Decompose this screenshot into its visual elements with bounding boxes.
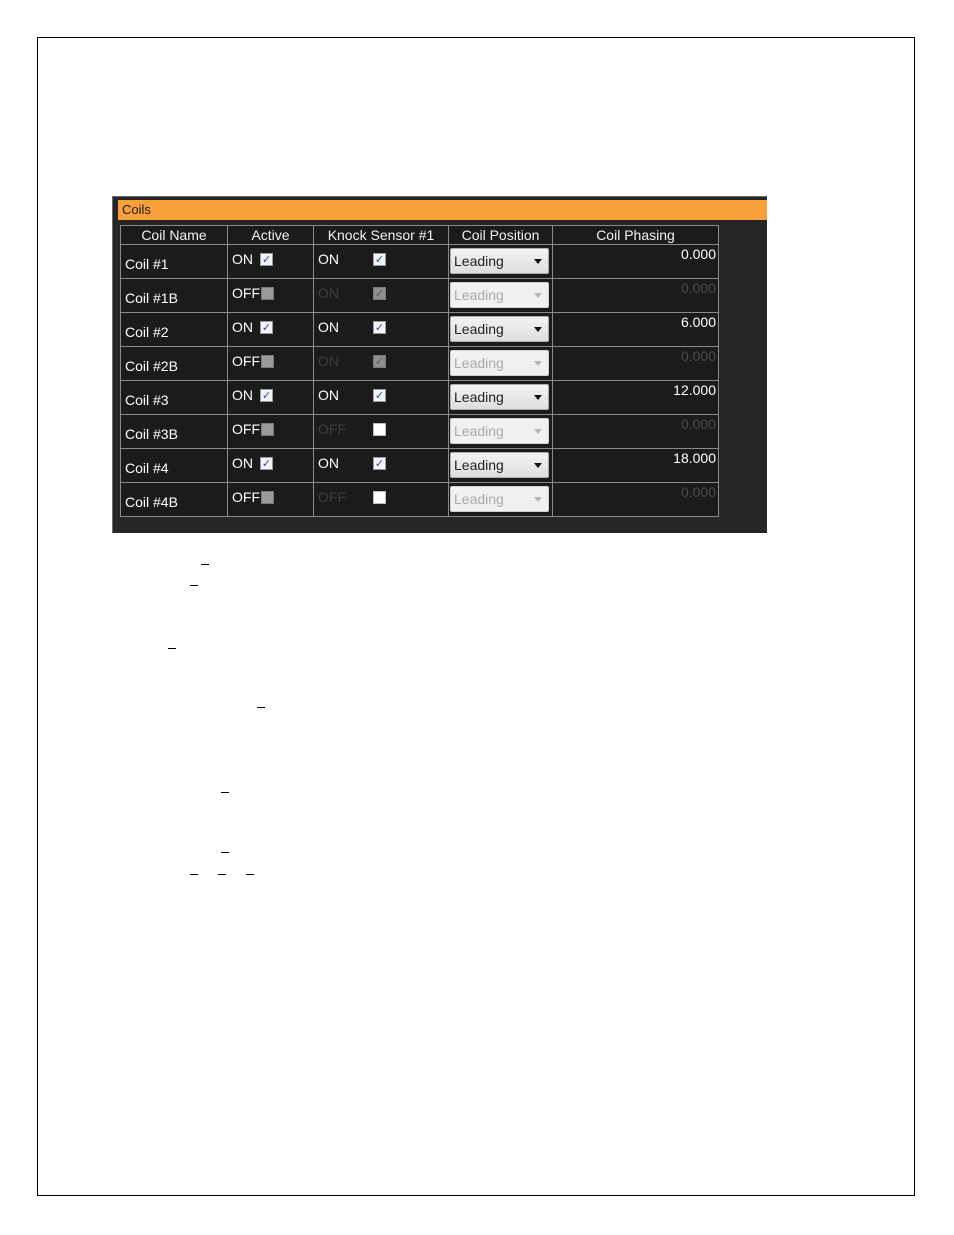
- coils-panel: [112, 196, 767, 533]
- underline-mark: [190, 874, 198, 875]
- active-cell[interactable]: [228, 313, 314, 347]
- knock-state-label: ON: [318, 251, 339, 267]
- table-row: [121, 245, 719, 279]
- coil-position-cell[interactable]: [449, 313, 553, 347]
- checkbox-unchecked-icon[interactable]: [373, 491, 386, 504]
- knock-sensor-cell[interactable]: [314, 313, 449, 347]
- coil-position-cell[interactable]: [449, 483, 553, 517]
- coils-table: [120, 225, 719, 517]
- coil-name: Coil #4B: [125, 493, 178, 510]
- coil-position-cell[interactable]: [449, 449, 553, 483]
- table-row: [121, 313, 719, 347]
- knock-state-label: ON: [318, 285, 339, 301]
- checkbox-checked-icon[interactable]: ✓: [374, 253, 385, 266]
- active-cell[interactable]: [228, 347, 314, 381]
- coil-name-cell: [121, 381, 228, 415]
- checkbox-checked-icon[interactable]: ✓: [374, 457, 385, 470]
- coil-position-value: Leading: [454, 457, 504, 473]
- coil-position-value: Leading: [454, 321, 504, 337]
- checkbox-checked-icon[interactable]: ✓: [261, 457, 272, 470]
- panel-title: Coils: [118, 200, 767, 220]
- underline-mark: [221, 792, 229, 793]
- knock-sensor-cell[interactable]: [314, 415, 449, 449]
- active-state-label: ON: [232, 251, 253, 267]
- coil-name-cell: [121, 347, 228, 381]
- coil-phasing-value: 6.000: [680, 314, 716, 330]
- header-knock-sensor: Knock Sensor #1: [314, 226, 449, 245]
- active-state-label: OFF: [232, 353, 260, 369]
- knock-sensor-cell[interactable]: [314, 347, 449, 381]
- active-cell[interactable]: [228, 483, 314, 517]
- active-cell[interactable]: [228, 415, 314, 449]
- coil-name: Coil #2B: [125, 357, 178, 374]
- active-state-label: ON: [232, 319, 253, 335]
- knock-sensor-cell[interactable]: [314, 245, 449, 279]
- coil-position-value: Leading: [454, 491, 504, 507]
- coil-name: Coil #2: [125, 323, 169, 340]
- header-coil-phasing: Coil Phasing: [553, 226, 719, 245]
- coil-phasing-value: 0.000: [680, 246, 716, 262]
- table-row: [121, 449, 719, 483]
- coil-name-cell: [121, 245, 228, 279]
- chevron-down-icon[interactable]: [534, 293, 542, 298]
- checkbox-checked-icon[interactable]: ✓: [374, 355, 385, 368]
- active-state-label: ON: [232, 387, 253, 403]
- coil-name-cell: [121, 415, 228, 449]
- checkbox-unchecked-icon[interactable]: [261, 287, 274, 300]
- coil-phasing-cell[interactable]: [553, 381, 719, 415]
- coil-name: Coil #4: [125, 459, 169, 476]
- coil-position-value: Leading: [454, 253, 504, 269]
- coil-phasing-cell[interactable]: [553, 279, 719, 313]
- table-row: [121, 347, 719, 381]
- header-coil-position: Coil Position: [449, 226, 553, 245]
- underline-mark: [168, 648, 176, 649]
- coil-phasing-cell[interactable]: [553, 245, 719, 279]
- knock-state-label: OFF: [318, 489, 346, 505]
- checkbox-unchecked-icon[interactable]: [261, 491, 274, 504]
- table-row: [121, 483, 719, 517]
- coil-phasing-value: 0.000: [680, 416, 716, 432]
- knock-state-label: ON: [318, 353, 339, 369]
- knock-state-label: OFF: [318, 421, 346, 437]
- coil-position-cell[interactable]: [449, 245, 553, 279]
- knock-sensor-cell[interactable]: [314, 449, 449, 483]
- coil-position-dropdown[interactable]: [450, 350, 549, 376]
- table-header-row: [121, 226, 719, 245]
- table-row: [121, 381, 719, 415]
- coil-position-cell[interactable]: [449, 415, 553, 449]
- knock-state-label: ON: [318, 387, 339, 403]
- coil-phasing-value: 12.000: [673, 382, 716, 398]
- coil-position-cell[interactable]: [449, 381, 553, 415]
- coil-name: Coil #3B: [125, 425, 178, 442]
- chevron-down-icon[interactable]: [534, 395, 542, 400]
- checkbox-unchecked-icon[interactable]: [261, 355, 274, 368]
- knock-sensor-cell[interactable]: [314, 483, 449, 517]
- coil-phasing-value: 18.000: [673, 450, 716, 466]
- coil-phasing-cell[interactable]: [553, 415, 719, 449]
- coil-phasing-value: 0.000: [680, 280, 716, 296]
- underline-mark: [190, 585, 198, 586]
- coil-position-value: Leading: [454, 423, 504, 439]
- coil-position-dropdown[interactable]: [450, 248, 549, 274]
- coil-position-dropdown[interactable]: [450, 452, 549, 478]
- checkbox-checked-icon[interactable]: ✓: [261, 253, 272, 266]
- coil-position-cell[interactable]: [449, 279, 553, 313]
- active-cell[interactable]: [228, 449, 314, 483]
- coil-position-dropdown[interactable]: [450, 418, 549, 444]
- checkbox-unchecked-icon[interactable]: [261, 423, 274, 436]
- knock-state-label: ON: [318, 455, 339, 471]
- checkbox-checked-icon[interactable]: ✓: [374, 321, 385, 334]
- chevron-down-icon[interactable]: [534, 463, 542, 468]
- active-cell[interactable]: [228, 279, 314, 313]
- table-row: [121, 279, 719, 313]
- coil-position-dropdown[interactable]: [450, 316, 549, 342]
- coil-position-dropdown[interactable]: [450, 486, 549, 512]
- coil-name-cell: [121, 279, 228, 313]
- active-state-label: ON: [232, 455, 253, 471]
- underline-mark: [246, 874, 254, 875]
- coil-name: Coil #1: [125, 255, 169, 272]
- chevron-down-icon[interactable]: [534, 361, 542, 366]
- underline-mark: [218, 874, 226, 875]
- active-cell[interactable]: [228, 381, 314, 415]
- checkbox-checked-icon[interactable]: ✓: [374, 287, 385, 300]
- coil-name-cell: [121, 449, 228, 483]
- coil-phasing-value: 0.000: [680, 348, 716, 364]
- knock-state-label: ON: [318, 319, 339, 335]
- underline-mark: [257, 707, 265, 708]
- coil-phasing-cell[interactable]: [553, 483, 719, 517]
- coil-position-dropdown[interactable]: [450, 282, 549, 308]
- active-cell[interactable]: [228, 245, 314, 279]
- coil-position-value: Leading: [454, 287, 504, 303]
- knock-sensor-cell[interactable]: [314, 381, 449, 415]
- underline-mark: [201, 564, 209, 565]
- coil-name-cell: [121, 313, 228, 347]
- active-state-label: OFF: [232, 421, 260, 437]
- coil-position-cell[interactable]: [449, 347, 553, 381]
- header-coil-name: Coil Name: [121, 226, 228, 245]
- coil-name: Coil #3: [125, 391, 169, 408]
- checkbox-unchecked-icon[interactable]: [373, 423, 386, 436]
- chevron-down-icon[interactable]: [534, 497, 542, 502]
- table-row: [121, 415, 719, 449]
- coil-name-cell: [121, 483, 228, 517]
- checkbox-checked-icon[interactable]: ✓: [374, 389, 385, 402]
- chevron-down-icon[interactable]: [534, 259, 542, 264]
- coil-phasing-cell[interactable]: [553, 347, 719, 381]
- header-active: Active: [228, 226, 314, 245]
- coil-position-value: Leading: [454, 389, 504, 405]
- checkbox-checked-icon[interactable]: ✓: [261, 389, 272, 402]
- active-state-label: OFF: [232, 285, 260, 301]
- coil-position-value: Leading: [454, 355, 504, 371]
- coil-position-dropdown[interactable]: [450, 384, 549, 410]
- checkbox-checked-icon[interactable]: ✓: [261, 321, 272, 334]
- coil-phasing-cell[interactable]: [553, 313, 719, 347]
- coil-phasing-cell[interactable]: [553, 449, 719, 483]
- active-state-label: OFF: [232, 489, 260, 505]
- chevron-down-icon[interactable]: [534, 327, 542, 332]
- chevron-down-icon[interactable]: [534, 429, 542, 434]
- underline-mark: [221, 852, 229, 853]
- coil-name: Coil #1B: [125, 289, 178, 306]
- coil-phasing-value: 0.000: [680, 484, 716, 500]
- knock-sensor-cell[interactable]: [314, 279, 449, 313]
